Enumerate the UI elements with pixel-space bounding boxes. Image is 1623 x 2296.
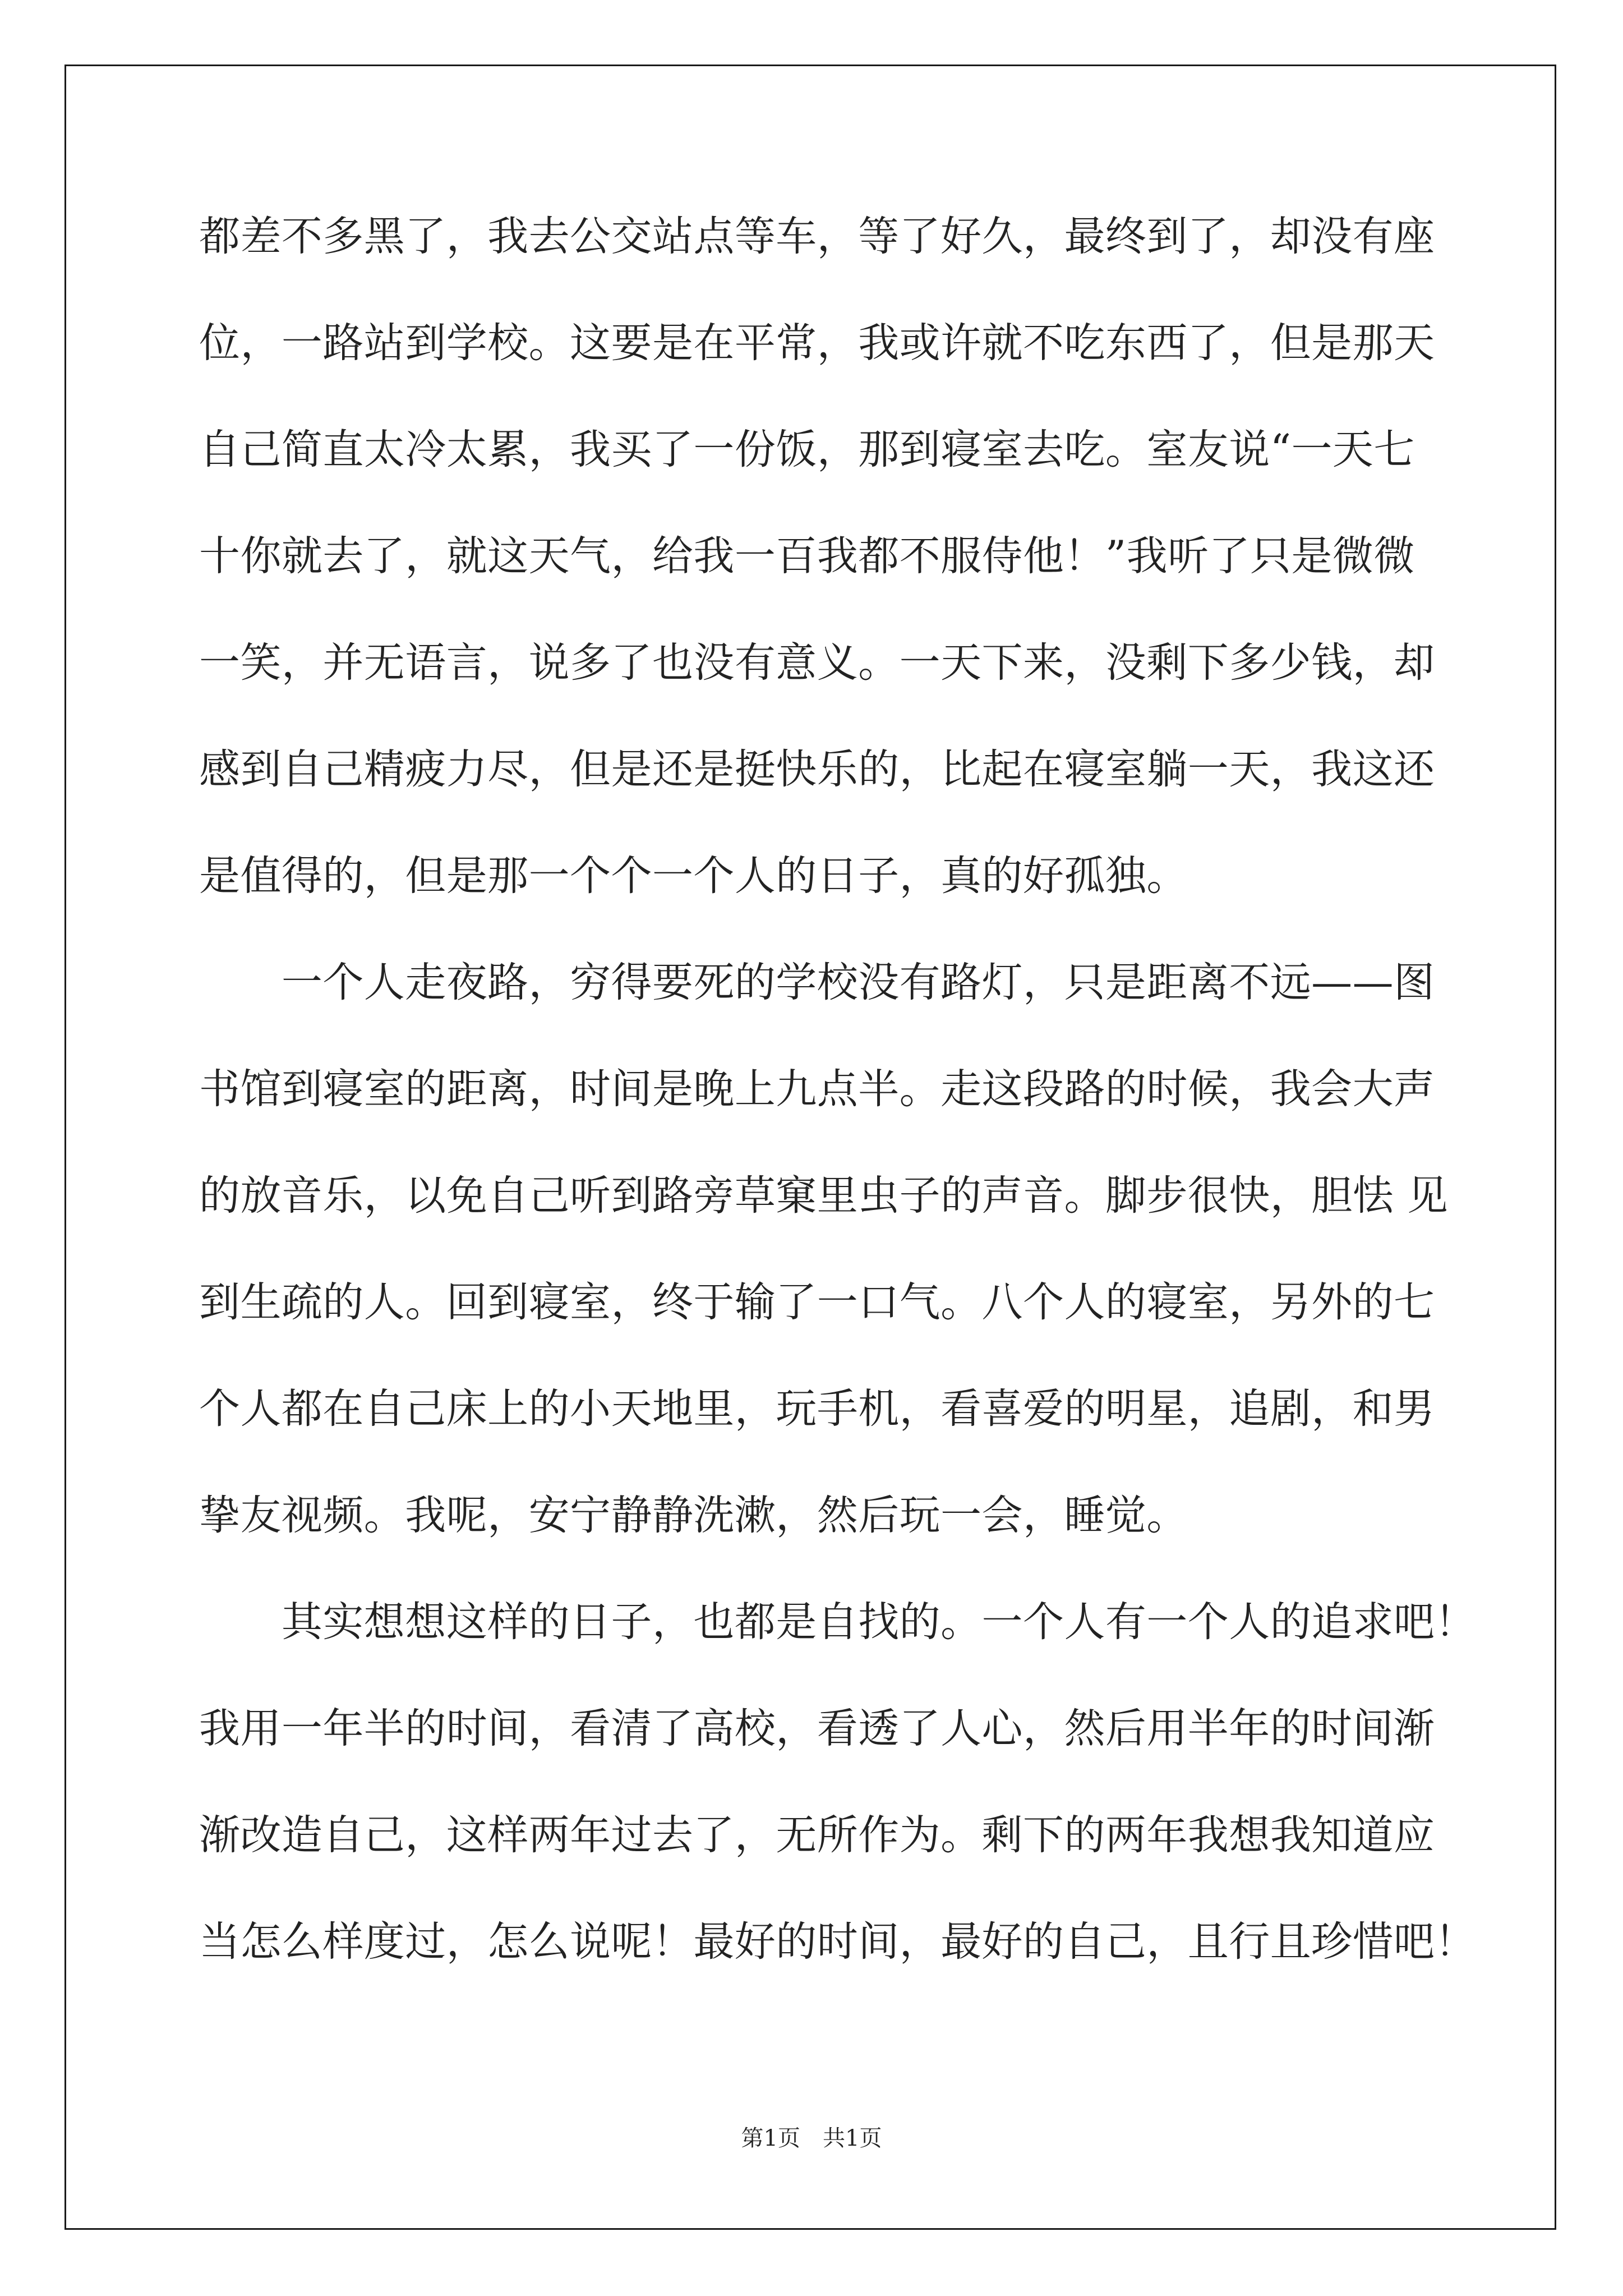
text-line: 一笑，并无语言，说多了也没有意义。一天下来，没剩下多少钱，却 [199, 639, 1435, 687]
text-line: 一个人走夜路，穷得要死的学校没有路灯，只是距离不远——图 [199, 959, 1435, 1006]
text-line: 到生疏的人。回到寝室，终于输了一口气。八个人的寝室，另外的七 [199, 1278, 1435, 1326]
text-line: 个人都在自己床上的小天地里，玩手机，看喜爱的明星，追剧，和男 [199, 1385, 1435, 1433]
paragraph-2 [199, 959, 1449, 1602]
text-line: 书馆到寝室的距离，时间是晚上九点半。走这段路的时候，我会大声 [199, 1065, 1435, 1113]
text-line: 的放音乐，以免自己听到路旁草窠里虫子的声音。脚步很快，胆怯 见 [199, 1172, 1449, 1220]
paragraph-1 [199, 213, 1435, 962]
text-line: 我用一年半的时间，看清了高校，看透了人心，然后用半年的时间渐 [199, 1705, 1435, 1752]
text-line: 其实想想这样的日子，也都是自找的。一个人有一个人的追求吧！ [199, 1598, 1476, 1646]
text-line: 十你就去了，就这天气，给我一百我都不服侍他！”我听了只是微微 [199, 532, 1415, 580]
text-line: 感到自己精疲力尽，但是还是挺快乐的，比起在寝室躺一天，我这还 [199, 746, 1435, 793]
page-number-footer: 第1页 共1页 [741, 2125, 882, 2151]
document-body [199, 213, 1476, 2028]
text-line: 渐改造自己，这样两年过去了，无所作为。剩下的两年我想我知道应 [199, 1811, 1435, 1859]
paragraph-3 [199, 1598, 1476, 2028]
text-line: 位，一路站到学校。这要是在平常，我或许就不吃东西了，但是那天 [199, 319, 1435, 367]
text-line: 挚友视频。我呢，安宁静静洗漱，然后玩一会，睡觉。 [199, 1492, 1188, 1539]
text-line: 自己简直太冷太累，我买了一份饭，那到寝室去吃。室友说“一天七 [199, 426, 1415, 473]
text-line: 当怎么样度过，怎么说呢！最好的时间，最好的自己，且行且珍惜吧！ [199, 1918, 1476, 1966]
text-line: 都差不多黑了，我去公交站点等车，等了好久，最终到了，却没有座 [199, 213, 1435, 260]
text-line: 是值得的，但是那一个个一个人的日子，真的好孤独。 [199, 852, 1188, 900]
